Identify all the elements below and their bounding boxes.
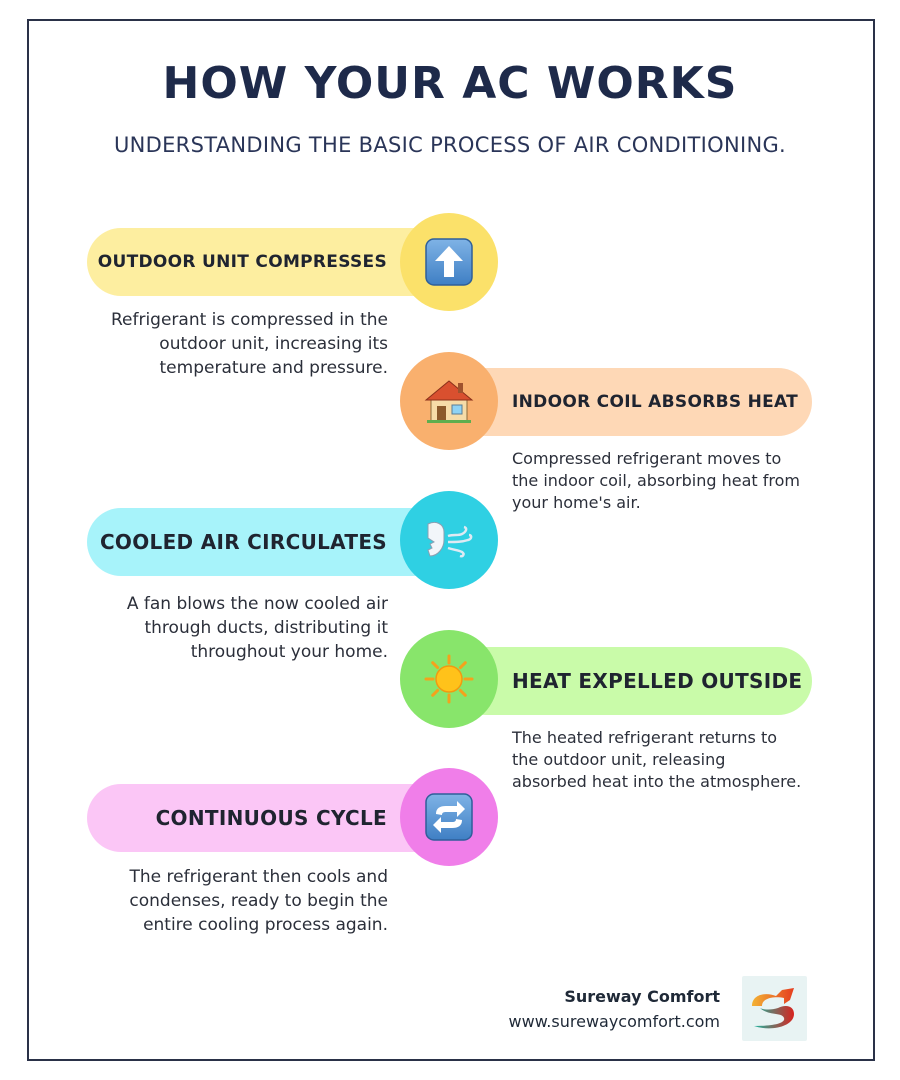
step-2-title: INDOOR COIL ABSORBS HEAT (512, 392, 799, 412)
page-title: HOW YOUR AC WORKS (162, 58, 738, 109)
step-1-pill (87, 228, 447, 296)
step-2-circle (400, 352, 498, 450)
step-4-description: The heated refrigerant returns to the outdoor unit, releasing absorbed heat into the atmosphere. (512, 728, 802, 791)
step-3-pill (87, 508, 447, 576)
step-3-circle (400, 491, 498, 589)
step-4-pill (452, 647, 812, 715)
repeat-icon (424, 792, 474, 842)
step-2-pill (452, 368, 812, 436)
step-5-pill (87, 784, 447, 852)
step-1-description: Refrigerant is compressed in the outdoor unit, increasing its temperature and pressure. (110, 310, 388, 378)
step-2-description: Compressed refrigerant moves to the indoor coil, absorbing heat from your home's air. (512, 449, 801, 512)
step-5-circle (400, 768, 498, 866)
step-1-title: OUTDOOR UNIT COMPRESSES (97, 252, 387, 272)
company-url[interactable]: www.surewaycomfort.com (508, 1012, 720, 1031)
step-4-title: HEAT EXPELLED OUTSIDE (512, 669, 803, 693)
page-subtitle: UNDERSTANDING THE BASIC PROCESS OF AIR CONDITIONING. (113, 133, 787, 157)
sureway-logo-icon (742, 976, 807, 1041)
step-4-circle (400, 630, 498, 728)
step-5-title: CONTINUOUS CYCLE (155, 806, 387, 830)
step-5-description: The refrigerant then cools and condenses, ready to begin the entire cooling process again. (129, 867, 388, 935)
company-name: Sureway Comfort (564, 987, 720, 1006)
up-arrow-icon (424, 237, 474, 287)
step-3-title: COOLED AIR CIRCULATES (99, 530, 387, 554)
sun-icon (424, 654, 474, 704)
house-icon (423, 376, 475, 426)
step-1-circle (400, 213, 498, 311)
wind-face-icon (422, 518, 476, 562)
step-3-description: A fan blows the now cooled air through ducts, distributing it throughout your home. (126, 594, 388, 662)
